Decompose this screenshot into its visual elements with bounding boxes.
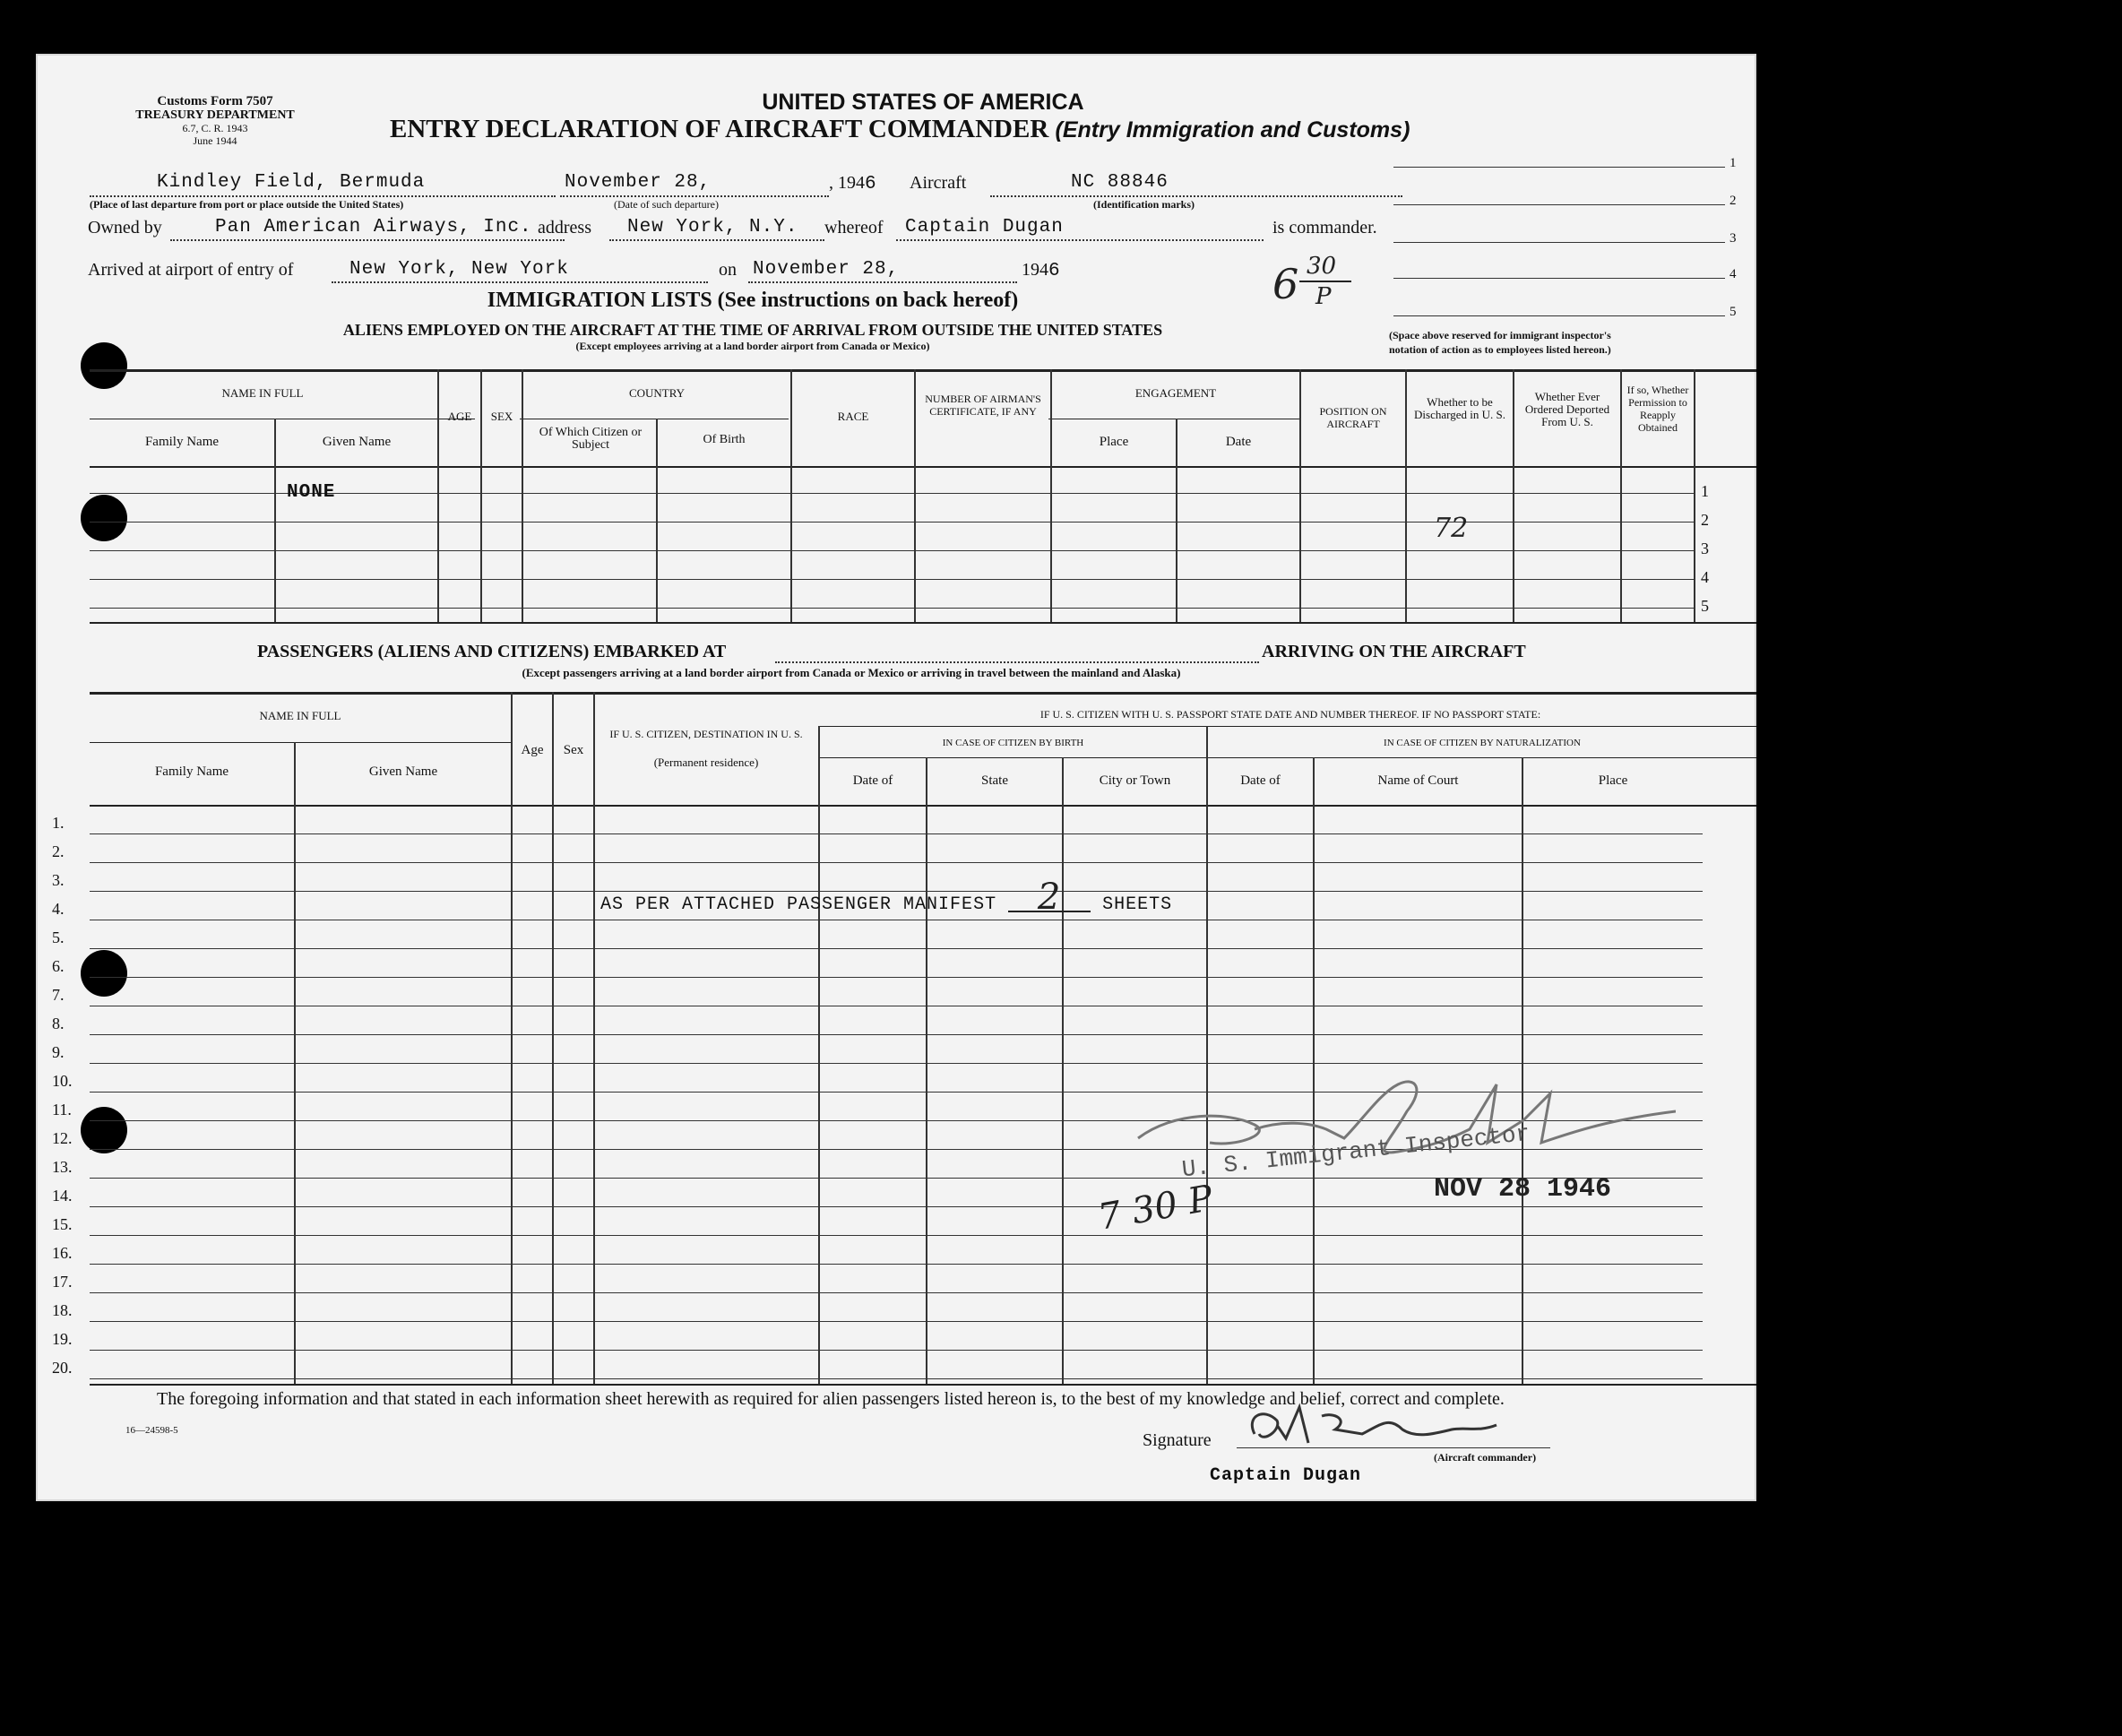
departure-place-line bbox=[90, 195, 556, 197]
pass-name-mid bbox=[90, 742, 511, 743]
pass-h-date-of-2: Date of bbox=[1240, 773, 1281, 788]
form-title-paren: (Entry Immigration and Customs) bbox=[1055, 117, 1410, 143]
imm-row-number-1: 1 bbox=[1701, 482, 1709, 500]
form-title bbox=[390, 115, 1465, 144]
manifest-line bbox=[600, 877, 1173, 918]
country-heading: UNITED STATES OF AMERICA bbox=[762, 90, 1084, 115]
aircraft-caption: (Identification marks) bbox=[1093, 198, 1195, 211]
punch-hole-4 bbox=[81, 1107, 127, 1153]
pass-row-line bbox=[90, 1292, 1703, 1293]
pass-row-number: 17. bbox=[52, 1273, 73, 1291]
imm-h-given: Given Name bbox=[322, 435, 392, 449]
departure-year bbox=[829, 173, 877, 194]
commander-name: Captain Dugan bbox=[905, 217, 1064, 238]
pass-row-line bbox=[90, 833, 1703, 834]
manifest-text: AS PER ATTACHED PASSENGER MANIFEST bbox=[600, 894, 997, 915]
margin-number-2: 2 bbox=[1730, 194, 1737, 208]
arrival-airport-line bbox=[332, 281, 708, 283]
arrival-date-line bbox=[748, 281, 1017, 283]
margin-number-4: 4 bbox=[1730, 267, 1737, 281]
pass-h-city: City or Town bbox=[1099, 773, 1171, 788]
arrival-airport: New York, New York bbox=[349, 259, 569, 280]
owner-name-line bbox=[170, 239, 565, 241]
pass-h-place: Place bbox=[1598, 773, 1628, 788]
departure-place-caption: (Place of last departure from port or place outside the United States) bbox=[90, 198, 404, 211]
inspector-note-big: 6 bbox=[1272, 260, 1299, 308]
imm-entry-none: NONE bbox=[287, 482, 336, 503]
passengers-note: (Except passengers arriving at a land border airport from Canada or Mexico or arriving in travel between the mainland and Alaska) bbox=[522, 666, 1181, 679]
pass-h-court: Name of Court bbox=[1377, 773, 1459, 788]
immigration-title: IMMIGRATION LISTS (See instructions on back hereof) bbox=[487, 289, 1019, 312]
arrival-date: November 28, bbox=[753, 259, 900, 280]
pass-row-number: 16. bbox=[52, 1244, 73, 1262]
pass-row-line bbox=[90, 862, 1703, 863]
pass-row-number: 2. bbox=[52, 842, 65, 860]
pass-h-birth: IN CASE OF CITIZEN BY BIRTH bbox=[942, 738, 1084, 748]
imm-top-border bbox=[90, 369, 1756, 372]
imm-row-line-3 bbox=[90, 550, 1694, 551]
pass-row-number: 1. bbox=[52, 814, 65, 832]
imm-h-family: Family Name bbox=[144, 435, 220, 449]
departure-year-suffix: 6 bbox=[865, 174, 877, 194]
passengers-title-right: ARRIVING ON THE AIRCRAFT bbox=[1262, 642, 1526, 661]
pass-row-number: 15. bbox=[52, 1215, 73, 1233]
pass-row-number: 3. bbox=[52, 871, 65, 889]
owner-address: New York, N.Y. bbox=[627, 217, 798, 238]
imm-h-birth: Of Birth bbox=[703, 433, 746, 446]
pass-row-number: 19. bbox=[52, 1330, 73, 1348]
pass-bottom-border bbox=[90, 1384, 1756, 1386]
margin-line-2 bbox=[1393, 204, 1725, 205]
imm-h-airman: NUMBER OF AIRMAN'S CERTIFICATE, IF ANY bbox=[925, 393, 1041, 418]
form-title-main: ENTRY DECLARATION OF AIRCRAFT COMMANDER bbox=[390, 115, 1049, 143]
embarked-at-line bbox=[775, 661, 1259, 663]
imm-header-bottom bbox=[90, 466, 1756, 468]
immigration-note: (Except employees arriving at a land border airport from Canada or Mexico) bbox=[575, 340, 930, 352]
departure-date-line bbox=[560, 195, 829, 197]
pass-row-number: 4. bbox=[52, 900, 65, 918]
margin-line-3 bbox=[1393, 242, 1725, 243]
immigration-subtitle: ALIENS EMPLOYED ON THE AIRCRAFT AT THE TIME OF ARRIVAL FROM OUTSIDE THE UNITED STATES bbox=[342, 321, 1163, 339]
departure-place: Kindley Field, Bermuda bbox=[157, 172, 426, 193]
signer-name: Captain Dugan bbox=[1210, 1465, 1362, 1486]
pass-case-line bbox=[820, 757, 1756, 758]
manifest-count: 2 bbox=[1008, 884, 1091, 912]
pass-top-border bbox=[90, 692, 1756, 695]
pass-row-line bbox=[90, 1034, 1703, 1035]
pass-row-line bbox=[90, 1321, 1703, 1322]
owner-name: Pan American Airways, Inc. bbox=[215, 217, 532, 238]
pass-row-number: 9. bbox=[52, 1043, 65, 1061]
imm-bottom-border bbox=[90, 622, 1756, 624]
margin-number-5: 5 bbox=[1730, 305, 1737, 319]
pass-row-number: 6. bbox=[52, 957, 65, 975]
imm-col-6 bbox=[790, 369, 792, 622]
pass-col-7 bbox=[1062, 757, 1064, 1384]
aircraft-id-line bbox=[990, 195, 1402, 197]
form-regulation: 6.7, C. R. 1943 bbox=[182, 122, 248, 134]
imm-col-5 bbox=[656, 419, 658, 622]
pass-h-sex: Sex bbox=[563, 743, 584, 757]
owner-label: Owned by bbox=[88, 218, 162, 238]
pass-row-line bbox=[90, 1264, 1703, 1265]
pass-h-destination: IF U. S. CITIZEN, DESTINATION IN U. S. bbox=[609, 728, 803, 740]
stamp-date: NOV 28 1946 bbox=[1434, 1174, 1612, 1205]
print-code: 16—24598-5 bbox=[125, 1425, 178, 1436]
arrival-on-label: on bbox=[719, 260, 737, 280]
pass-h-name: NAME IN FULL bbox=[259, 709, 341, 722]
inspector-caption-1: (Space above reserved for immigrant inspector's bbox=[1389, 329, 1611, 341]
pass-row-line bbox=[90, 1350, 1703, 1351]
imm-h-place: Place bbox=[1099, 435, 1129, 449]
imm-col-14 bbox=[1694, 369, 1695, 622]
pass-h-state: State bbox=[981, 773, 1008, 788]
imm-h-position: POSITION ON AIRCRAFT bbox=[1319, 405, 1387, 430]
arrival-year-suffix: 6 bbox=[1048, 261, 1061, 281]
imm-row-number-4: 4 bbox=[1701, 568, 1709, 586]
margin-line-1 bbox=[1393, 167, 1725, 168]
departure-date-caption: (Date of such departure) bbox=[614, 198, 719, 211]
pass-h-age: Age bbox=[521, 743, 544, 757]
pass-row-number: 11. bbox=[52, 1101, 72, 1118]
imm-h-race: RACE bbox=[837, 410, 869, 423]
pass-h-permanent: (Permanent residence) bbox=[653, 756, 759, 769]
imm-row-line-5 bbox=[90, 608, 1694, 609]
imm-h-deported: Whether Ever Ordered Deported From U. S. bbox=[1524, 390, 1610, 428]
imm-h-name: NAME IN FULL bbox=[221, 386, 304, 400]
pass-row-number: 13. bbox=[52, 1158, 73, 1176]
imm-row-number-5: 5 bbox=[1701, 597, 1709, 615]
pass-col-4 bbox=[593, 692, 595, 1384]
form-department: TREASURY DEPARTMENT bbox=[135, 108, 295, 122]
pass-row-number: 8. bbox=[52, 1015, 65, 1032]
punch-hole-2 bbox=[81, 495, 127, 541]
pass-col-5 bbox=[818, 726, 820, 1384]
aircraft-label: Aircraft bbox=[910, 173, 967, 193]
arrival-year bbox=[1022, 260, 1061, 281]
pass-row-line bbox=[90, 1235, 1703, 1236]
owner-address-line bbox=[609, 239, 824, 241]
pass-h-date-of: Date of bbox=[852, 773, 893, 788]
pass-row-line bbox=[90, 948, 1703, 949]
pass-col-3 bbox=[552, 692, 554, 1384]
imm-row-number-3: 3 bbox=[1701, 540, 1709, 557]
pass-col-2 bbox=[511, 692, 513, 1384]
pass-row-number: 18. bbox=[52, 1301, 73, 1319]
pass-passport-line bbox=[820, 726, 1756, 727]
pass-row-number: 20. bbox=[52, 1359, 73, 1377]
imm-h-discharged: Whether to be Discharged in U. S. bbox=[1414, 395, 1505, 421]
imm-h-engagement: ENGAGEMENT bbox=[1134, 386, 1217, 400]
margin-number-3: 3 bbox=[1730, 231, 1737, 246]
footer-statement: The foregoing information and that stated in each information sheet herewith as required for alien passengers listed hereon is, to the best of my knowledge and belief, correct and complete. bbox=[157, 1389, 1505, 1409]
passengers-title-left: PASSENGERS (ALIENS AND CITIZENS) EMBARKED AT bbox=[257, 642, 727, 661]
punch-hole-3 bbox=[81, 950, 127, 997]
pass-row-line bbox=[90, 1206, 1703, 1207]
imm-col-4 bbox=[522, 369, 523, 622]
arrival-year-prefix: 194 bbox=[1022, 260, 1048, 280]
imm-h-sex: SEX bbox=[490, 410, 513, 423]
pass-row-line bbox=[90, 977, 1703, 978]
margin-number-1: 1 bbox=[1730, 156, 1737, 170]
pass-row-number: 12. bbox=[52, 1129, 73, 1147]
margin-line-4 bbox=[1393, 278, 1725, 279]
imm-col-2 bbox=[437, 369, 439, 622]
pass-h-family: Family Name bbox=[154, 764, 229, 779]
form-sheet bbox=[36, 54, 1756, 1501]
inspector-note-top: 30 bbox=[1307, 253, 1337, 280]
whereof-label: whereof bbox=[824, 218, 884, 238]
pass-h-naturalization: IN CASE OF CITIZEN BY NATURALIZATION bbox=[1384, 738, 1581, 748]
imm-col-8 bbox=[1050, 369, 1052, 622]
imm-col-7 bbox=[914, 369, 916, 622]
commander-line bbox=[896, 239, 1264, 241]
inspector-note bbox=[1272, 253, 1371, 324]
arrival-label: Arrived at airport of entry of bbox=[88, 260, 294, 280]
margin-line-5 bbox=[1393, 315, 1725, 316]
imm-col-9 bbox=[1176, 419, 1177, 622]
pass-col-6 bbox=[926, 757, 927, 1384]
aircraft-id: NC 88846 bbox=[1071, 172, 1169, 193]
inspector-note-bottom: P bbox=[1315, 283, 1332, 310]
departure-year-prefix: , 194 bbox=[829, 173, 865, 193]
pass-row-number: 5. bbox=[52, 928, 65, 946]
imm-h-age: AGE bbox=[447, 410, 472, 423]
imm-col-1 bbox=[274, 419, 276, 622]
commander-suffix: is commander. bbox=[1272, 218, 1377, 238]
signature-label: Signature bbox=[1143, 1430, 1212, 1450]
imm-col-3 bbox=[480, 369, 482, 622]
inspector-caption-2: notation of action as to employees listed hereon.) bbox=[1389, 343, 1611, 356]
commander-signature bbox=[1237, 1389, 1505, 1461]
manifest-unit: SHEETS bbox=[1102, 894, 1173, 915]
stamp-inspector: U. S. Immigrant Inspector bbox=[1180, 1119, 1531, 1184]
pass-header-bottom bbox=[90, 805, 1756, 807]
pass-col-8 bbox=[1206, 726, 1208, 1384]
departure-date: November 28, bbox=[565, 172, 712, 193]
imm-row-number-2: 2 bbox=[1701, 511, 1709, 529]
pass-row-line bbox=[90, 1378, 1703, 1379]
signature-caption: (Aircraft commander) bbox=[1434, 1451, 1537, 1464]
pass-row-number: 14. bbox=[52, 1187, 73, 1205]
pass-row-number: 7. bbox=[52, 986, 65, 1004]
form-date: June 1944 bbox=[193, 134, 237, 147]
imm-h-country: COUNTRY bbox=[628, 386, 686, 400]
pass-h-given: Given Name bbox=[368, 764, 438, 779]
imm-row-line-4 bbox=[90, 579, 1694, 580]
imm-h-citizen: Of Which Citizen or Subject bbox=[539, 426, 643, 452]
pass-row-number: 10. bbox=[52, 1072, 73, 1090]
imm-hand-mark: 72 bbox=[1434, 513, 1469, 544]
imm-h-permission: If so, Whether Permission to Reapply Obtained bbox=[1626, 384, 1689, 434]
address-label: address bbox=[538, 218, 591, 238]
stamp-hand-note: 7 30 P bbox=[1094, 1178, 1216, 1239]
form-id: Customs Form 7507 bbox=[157, 94, 273, 108]
imm-h-date: Date bbox=[1225, 435, 1252, 449]
pass-h-passport: IF U. S. CITIZEN WITH U. S. PASSPORT STATE DATE AND NUMBER THEREOF. IF NO PASSPORT STATE: bbox=[1039, 708, 1541, 721]
punch-hole-1 bbox=[81, 342, 127, 389]
